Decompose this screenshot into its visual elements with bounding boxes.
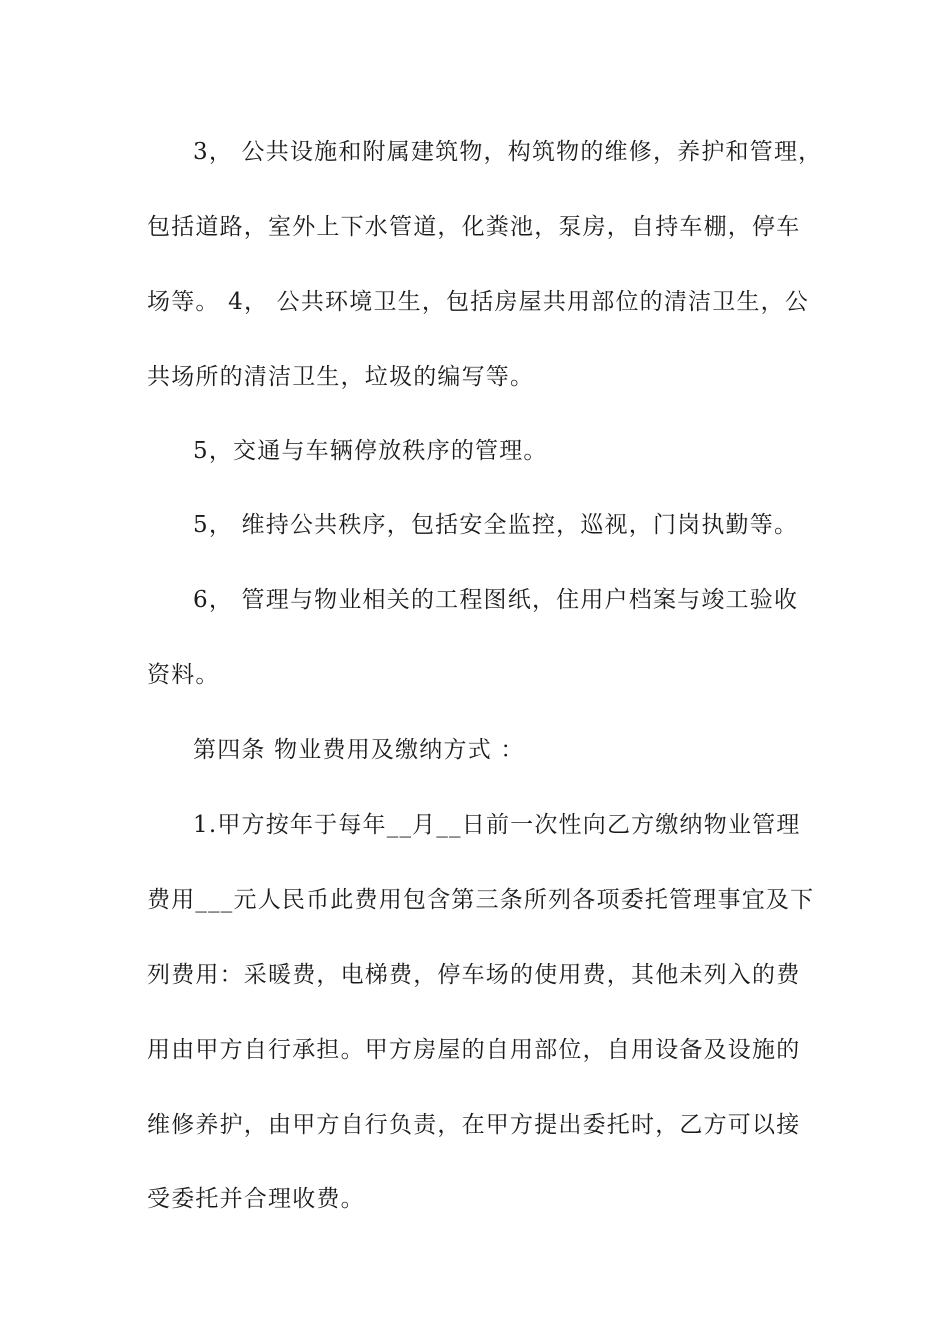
text-line: 列费用：采暖费，电梯费，停车场的使用费，其他未列入的费 bbox=[147, 962, 801, 988]
text-line: 受委托并合理收费。 bbox=[147, 1186, 365, 1212]
text-line: 包括道路，室外上下水管道，化粪池，泵房，自持车棚，停车 bbox=[147, 214, 801, 240]
text-line: 维修养护，由甲方自行负责，在甲方提出委托时，乙方可以接 bbox=[147, 1112, 801, 1138]
text-line: 5， 维持公共秩序，包括安全监控，巡视，门岗执勤等。 bbox=[193, 512, 799, 538]
section-heading: 第四条 物业费用及缴纳方式 ： bbox=[193, 737, 525, 763]
text-line: 费用___元人民币此费用包含第三条所列各项委托管理事宜及下 bbox=[147, 887, 815, 913]
text-line: 场等。 4， 公共环境卫生，包括房屋共用部位的清洁卫生，公 bbox=[147, 289, 810, 315]
text-line: 资料。 bbox=[147, 662, 220, 688]
text-line: 共场所的清洁卫生，垃圾的编写等。 bbox=[147, 364, 535, 390]
text-line: 3， 公共设施和附属建筑物，构筑物的维修，养护和管理， bbox=[193, 139, 823, 165]
text-line: 6， 管理与物业相关的工程图纸，住用户档案与竣工验收 bbox=[193, 587, 799, 613]
text-line: 1.甲方按年于每年__月__日前一次性向乙方缴纳物业管理 bbox=[193, 812, 801, 838]
text-line: 5，交通与车辆停放秩序的管理。 bbox=[193, 438, 548, 464]
text-line: 用由甲方自行承担。甲方房屋的自用部位，自用设备及设施的 bbox=[147, 1037, 801, 1063]
